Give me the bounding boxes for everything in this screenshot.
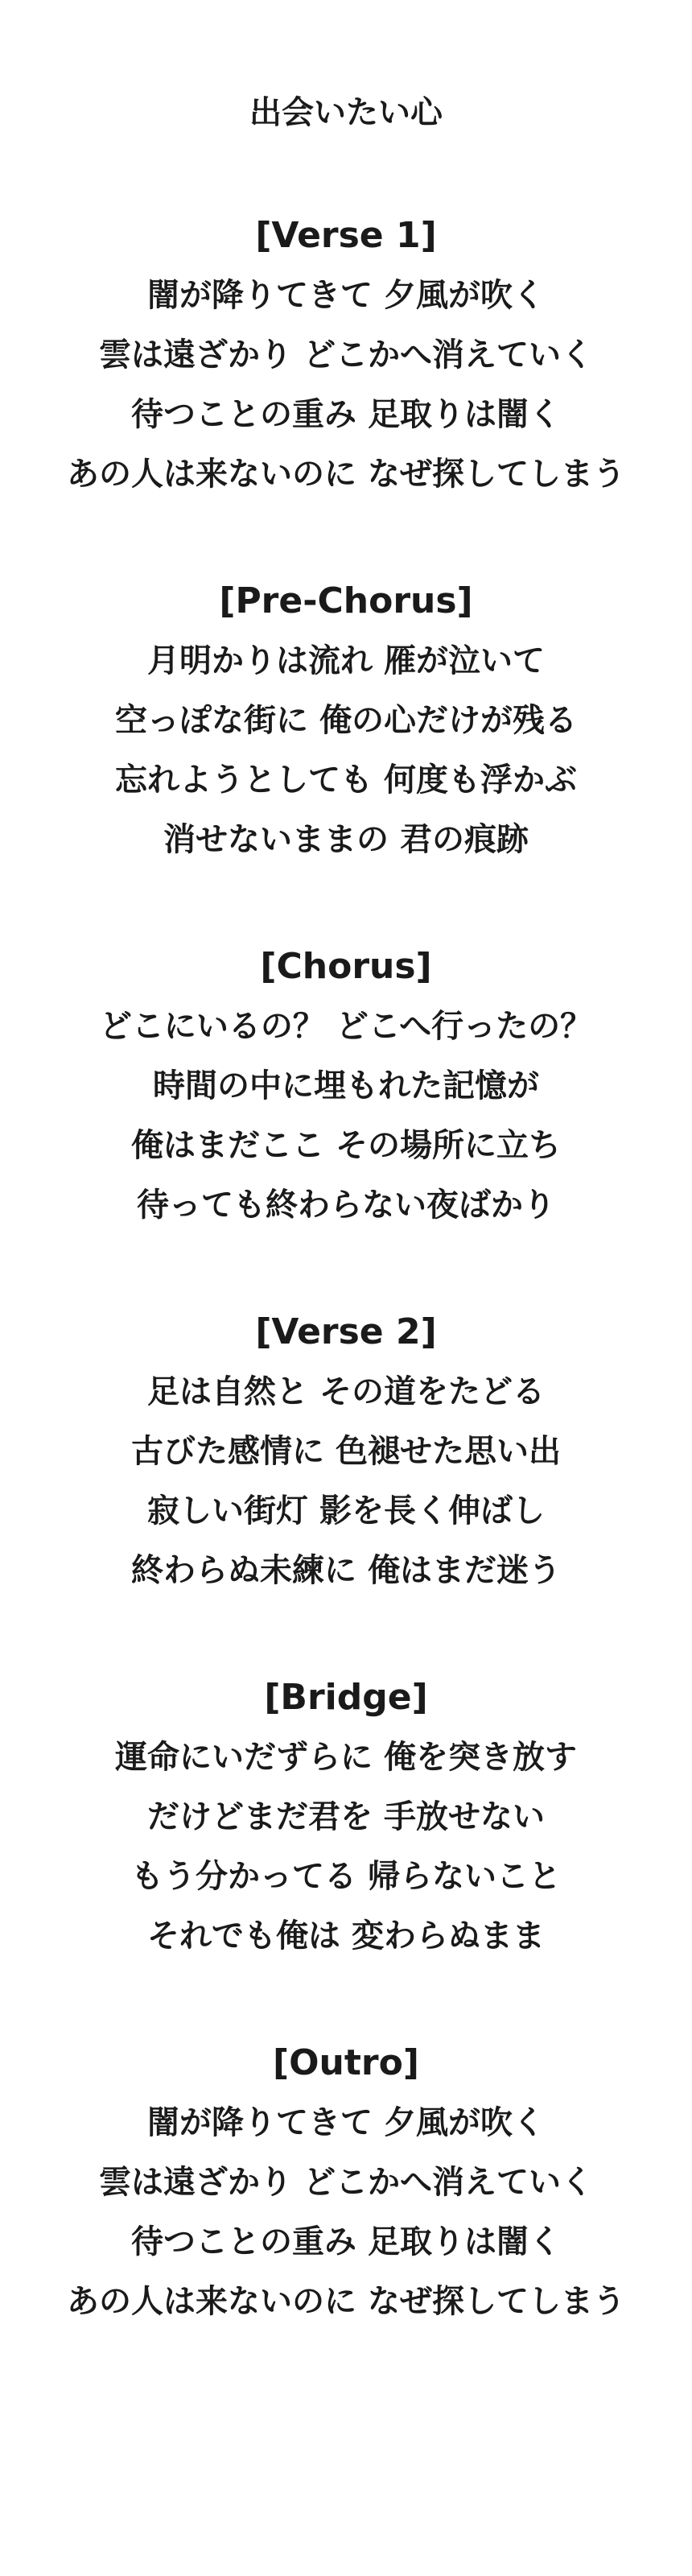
- lyrics-body: [0, 206, 692, 2331]
- section-header: [Verse 2]: [255, 1311, 437, 1352]
- section-pre-chorus: [0, 572, 692, 869]
- lyric-line: 待っても終わらない夜ばかり: [137, 1187, 555, 1224]
- section-header: [Outro]: [273, 2042, 419, 2083]
- lyric-line: 運命にいだずらに 俺を突き放す: [115, 1739, 577, 1776]
- song-title: 出会いたい心: [249, 94, 443, 131]
- lyric-line: あの人は来ないのに なぜ探してしまう: [67, 456, 625, 493]
- lyric-line: 時間の中に埋もれた記憶が: [153, 1067, 539, 1104]
- section-header: [Chorus]: [260, 946, 432, 987]
- lyric-line: だけどまだ君を 手放せない: [147, 1798, 545, 1835]
- lyric-line: 闇が降りてきて 夕風が吹く: [147, 277, 545, 314]
- section-header: [Bridge]: [264, 1677, 428, 1718]
- lyric-line: 足は自然と その道をたどる: [147, 1373, 545, 1410]
- section-outro: [0, 2033, 692, 2331]
- section-chorus: [0, 937, 692, 1235]
- lyric-line: 古びた感情に 色褪せた思い出: [131, 1433, 561, 1470]
- lyric-line: 待つことの重み 足取りは闇く: [131, 2223, 561, 2260]
- lyric-line: 俺はまだここ その場所に立ち: [131, 1127, 561, 1164]
- lyric-line: 消せないままの 君の痕跡: [163, 821, 529, 858]
- lyric-line: それでも俺は 変わらぬまま: [147, 1918, 545, 1955]
- section-verse-2: [0, 1302, 692, 1600]
- section-verse-1: [0, 206, 692, 504]
- lyric-line: 寂しい街灯 影を長く伸ばし: [147, 1492, 545, 1530]
- section-header: [Pre-Chorus]: [219, 580, 473, 621]
- lyric-line: 待つことの重み 足取りは闇く: [131, 396, 561, 433]
- lyric-line: もう分かってる 帰らないこと: [131, 1858, 561, 1895]
- lyric-line: 雲は遠ざかり どこかへ消えていく: [99, 2164, 593, 2201]
- lyric-line: 月明かりは流れ 雁が泣いて: [147, 642, 545, 679]
- lyric-line: どこにいるの？ どこへ行ったの？: [99, 1008, 593, 1045]
- lyric-line: 忘れようとしても 何度も浮かぶ: [115, 762, 577, 799]
- lyric-line: 雲は遠ざかり どこかへ消えていく: [99, 336, 593, 374]
- lyric-line: 終わらぬ未練に 俺はまだ迷う: [131, 1552, 561, 1589]
- lyric-line: 空っぽな街に 俺の心だけが残る: [115, 702, 577, 739]
- section-header: [Verse 1]: [255, 215, 437, 256]
- lyric-line: あの人は来ないのに なぜ探してしまう: [67, 2283, 625, 2320]
- section-bridge: [0, 1668, 692, 1966]
- lyric-line: 闇が降りてきて 夕風が吹く: [147, 2104, 545, 2141]
